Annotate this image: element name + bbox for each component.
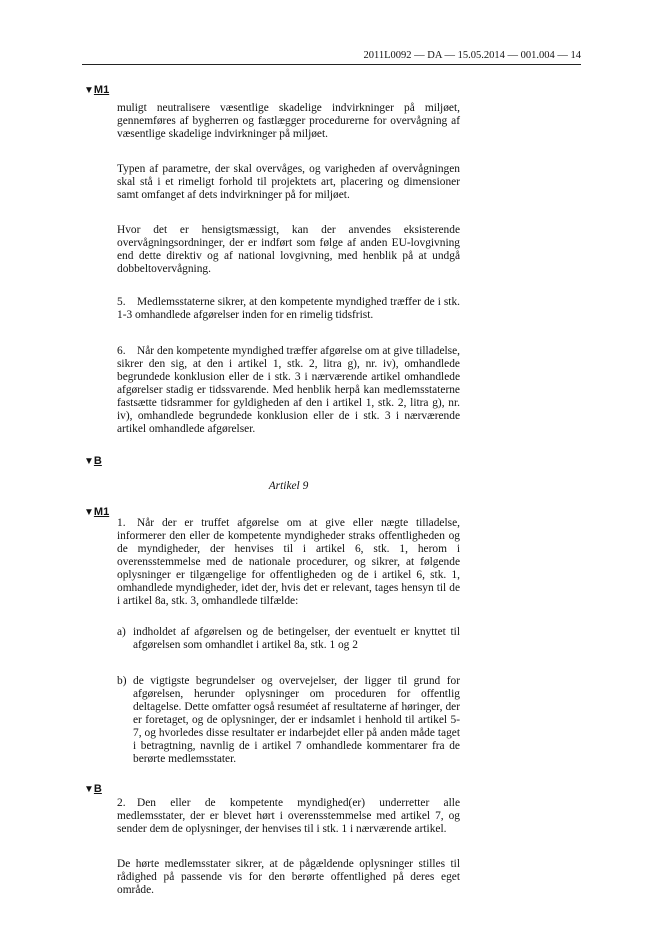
- list-item-b: [117, 675, 460, 766]
- article-9-paragraph-2: [117, 797, 460, 836]
- marker-code: B: [93, 455, 102, 467]
- paragraph-continuation: muligt neutralisere væsentlige skadelige indvirkninger på miljøet, gennemføres af bygherren og fastlægger procedurerne for overvågning af væsentlige skadelige indvirkninger på miljøet.: [117, 102, 460, 140]
- paragraph-text: Når den kompetente myndighed træffer afgørelse om at give tilladelse, sikrer den sig, at den i artikel 1, stk. 2, litra g), nr. iv), omhandlede begrundede konklusion eller de i stk. 3 i nærværende artikel omhandlede afgørelser stadig er tidssvarende. Med henblik herpå kan medlemsstaterne fastsætte tidsrammer for gyldigheden af den i artikel 1, stk. 2, litra g), nr. iv), omhandlede begrundede konklusion eller de i stk. 3 i nærværende artikel omhandlede afgørelser.: [117, 345, 460, 435]
- amendment-marker-m1[interactable]: [84, 84, 109, 96]
- paragraph-text: Når der er truffet afgørelse om at give eller nægte tilladelse, informerer den eller de kompetente myndigheder straks offentligheden og de myndigheder, der henvises til i artikel 6, stk. 1, herom i overensstemmelse med de nationale procedurer, og sikrer, at følgende oplysninger er tilgængelige for offentligheden og de i artikel 6, stk. 1, omhandlede myndigheder, idet der, hvis det er relevant, tages hensyn til de i artikel 8a, stk. 3, omhandlede tilfælde:: [117, 517, 460, 607]
- list-item-label: b): [117, 675, 127, 687]
- paragraph-existing-monitoring: Hvor det er hensigtsmæssigt, kan der anvendes eksisterende overvågningsordninger, der er indført som følge af anden EU-lovgivning end dette direktiv og af national lovgivning, med henblik på at undgå dobbeltovervågning.: [117, 224, 460, 275]
- header-divider: [82, 64, 581, 65]
- paragraph-number: 5.: [117, 296, 126, 308]
- article-9-paragraph-1: [117, 517, 460, 608]
- amendment-marker-m1[interactable]: [84, 506, 109, 518]
- amendment-marker-b[interactable]: [84, 455, 102, 467]
- triangle-down-icon: ▼: [84, 507, 94, 518]
- marker-code: M1: [93, 506, 110, 518]
- list-item-text: indholdet af afgørelsen og de betingelser, der eventuelt er knyttet til afgørelsen som omhandlet i artikel 8a, stk. 1 og 2: [133, 626, 460, 651]
- paragraph-6: [117, 345, 460, 436]
- triangle-down-icon: ▼: [84, 784, 94, 795]
- document-reference: 2011L0092 — DA — 15.05.2014 — 001.004 — 14: [363, 50, 581, 61]
- paragraph-monitoring-parameters: Typen af parametre, der skal overvåges, og varigheden af overvågningen skal stå i et rimeligt forhold til projektets art, placering og dimensioner samt omfanget af dets indvirkninger på for miljøet.: [117, 163, 460, 201]
- triangle-down-icon: ▼: [84, 85, 94, 96]
- paragraph-text: Den eller de kompetente myndighed(er) underretter alle medlemsstater, der er blevet hørt i overensstemmelse med artikel 7, og sender dem de oplysninger, der henvises til i stk. 1 i nærværende artikel.: [117, 797, 460, 835]
- list-item-label: a): [117, 626, 126, 638]
- list-item-text: de vigtigste begrundelser og overvejelser, der ligger til grund for afgørelsen, herunder oplysninger om proceduren for offentlig deltagelse. Dette omfatter også resuméet af resultaterne af høringer, der er foretaget, og de oplysninger, der er indsamlet i henhold til artikel 5-7, og hvorledes disse resultater er indarbejdet eller på anden måde taget i betragtning, navnlig de i artikel 7 omhandlede kommentarer fra de berørte medlemsstater.: [133, 675, 460, 765]
- paragraph-number: 6.: [117, 345, 126, 357]
- amendment-marker-b[interactable]: [84, 783, 102, 795]
- paragraph-number: 1.: [117, 517, 126, 529]
- paragraph-consulted-member-states: De hørte medlemsstater sikrer, at de pågældende oplysninger stilles til rådighed på passende vis for den berørte offentlighed på deres eget område.: [117, 858, 460, 896]
- paragraph-5: [117, 296, 460, 322]
- triangle-down-icon: ▼: [84, 456, 94, 467]
- paragraph-text: Medlemsstaterne sikrer, at den kompetente myndighed træffer de i stk. 1-3 omhandlede afgørelser inden for en rimelig tidsfrist.: [117, 296, 460, 321]
- marker-code: B: [93, 783, 102, 795]
- list-item-a: [117, 626, 460, 652]
- marker-code: M1: [93, 84, 110, 96]
- article-heading: Artikel 9: [268, 480, 309, 492]
- paragraph-number: 2.: [117, 797, 126, 809]
